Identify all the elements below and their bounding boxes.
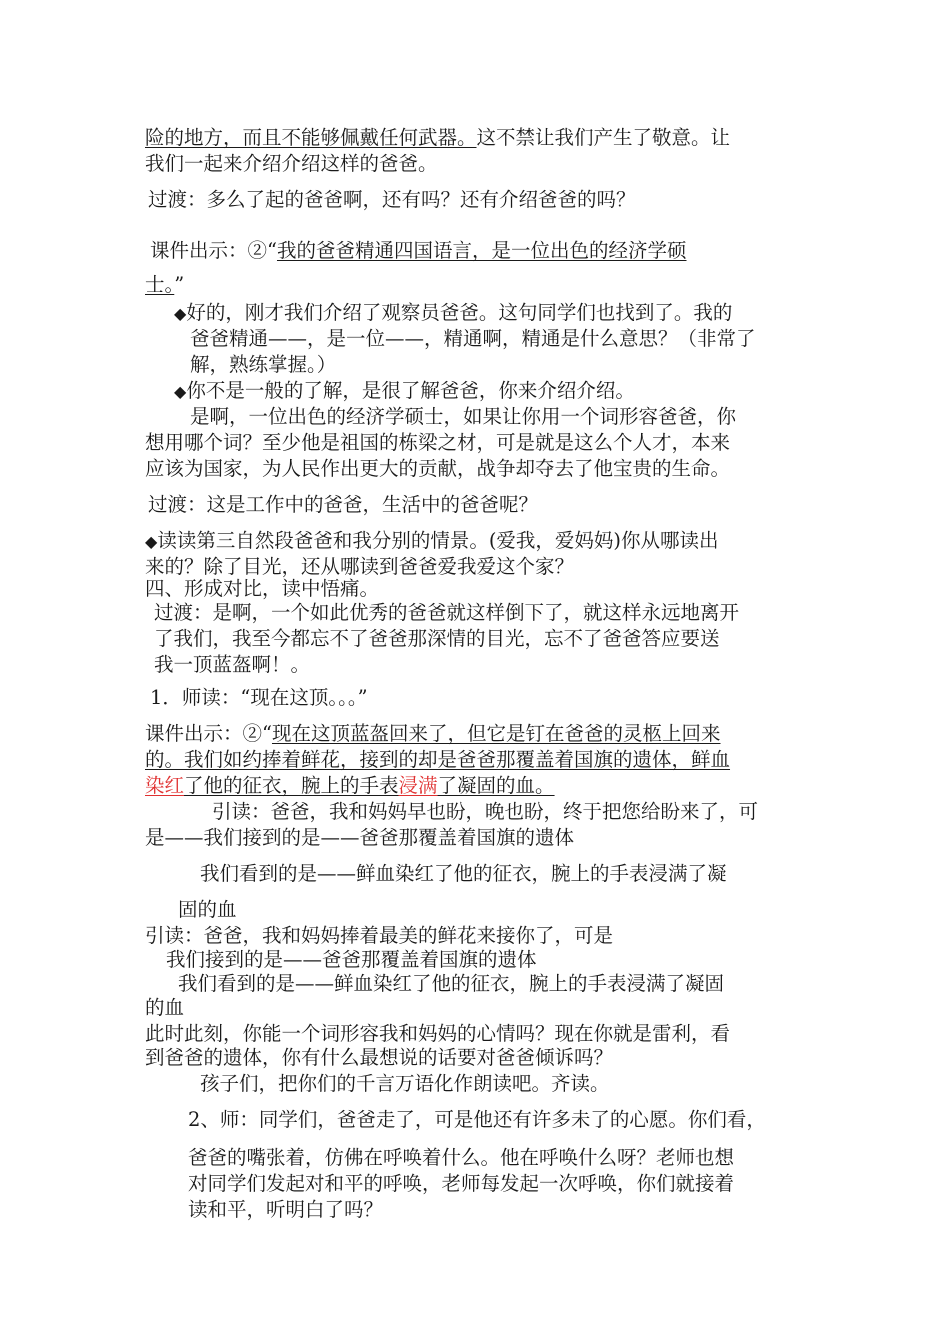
paragraph-line: 是啊，一位出色的经济学硕士，如果让你用一个词形容爸爸，你: [190, 405, 737, 428]
paragraph-line: 我们看到的是——鲜血染红了他的征衣，腕上的手表浸满了凝固: [178, 972, 725, 995]
highlighted-word: 浸满: [398, 774, 438, 797]
transition-text: 过渡：是啊，一个如此优秀的爸爸就这样倒下了，就这样永远地离开: [154, 601, 740, 624]
section-heading: 四、形成对比，读中悟痛。: [145, 577, 380, 600]
quoted-text: 士。: [145, 273, 175, 296]
diamond-bullet-icon: ◆: [174, 304, 187, 323]
diamond-bullet-icon: ◆: [174, 382, 187, 401]
paragraph-line: 应该为国家，为人民作出更大的贡献，战争却夺去了他宝贵的生命。: [145, 457, 731, 480]
paragraph-line: 的血: [145, 996, 185, 1019]
bullet-item: ◆你不是一般的了解，是很了解爸爸，你来介绍介绍。: [174, 379, 635, 402]
underlined-text: 险的地方，而且不能够佩戴任何武器。: [145, 126, 477, 149]
courseware-line: 课件出示：②“我的爸爸精通四国语言，是一位出色的经济学硕: [150, 239, 687, 262]
courseware-line: 士。”: [145, 273, 185, 296]
paragraph-line: 爸爸的嘴张着，仿佛在呼唤着什么。他在呼唤什么呀？老师也想: [188, 1146, 735, 1169]
paragraph-line: 此时此刻，你能一个词形容我和妈妈的心情吗？现在你就是雷利，看: [145, 1022, 731, 1045]
transition-text: 我一顶蓝盔啊！。: [154, 653, 311, 676]
quoted-text: 现在这顶蓝盔回来了，但它是钉在爸爸的灵柩上回来: [271, 722, 721, 745]
guide-reading: 引读：爸爸，我和妈妈早也盼，晚也盼，终于把您给盼来了，可: [212, 800, 759, 823]
guide-reading: 引读：爸爸，我和妈妈捧着最美的鲜花来接你了，可是: [145, 924, 614, 947]
transition-text: 了我们，我至今都忘不了爸爸那深情的目光，忘不了爸爸答应要送: [154, 627, 720, 650]
quoted-text: 的。我们如约捧着鲜花，接到的却是爸爸那覆盖着国旗的遗体，鲜血: [145, 748, 731, 771]
transition-text: 过渡：这是工作中的爸爸，生活中的爸爸呢？: [148, 493, 539, 516]
courseware-line: 课件出示：②“现在这顶蓝盔回来了，但它是钉在爸爸的灵柩上回来: [145, 722, 721, 745]
list-item: 1．师读：“现在这顶。。。”: [150, 686, 368, 709]
quoted-text: 我的爸爸精通四国语言，是一位出色的经济学硕: [276, 239, 687, 262]
bullet-line: 解，熟练掌握。）: [190, 353, 337, 376]
courseware-line: 染红了他的征衣，腕上的手表浸满了凝固的血。: [145, 774, 555, 797]
list-item: 2、师：同学们，爸爸走了，可是他还有许多未了的心愿。你们看，: [188, 1108, 766, 1131]
paragraph-line: 我们接到的是——爸爸那覆盖着国旗的遗体: [166, 948, 537, 971]
paragraph-line: 对同学们发起对和平的呼唤，老师每发起一次呼唤，你们就接着: [188, 1172, 735, 1195]
diamond-bullet-icon: ◆: [145, 532, 158, 551]
transition-text: 过渡：多么了起的爸爸啊，还有吗？还有介绍爸爸的吗？: [148, 188, 636, 211]
bullet-line: 来的？除了目光，还从哪读到爸爸爱我爱这个家？: [145, 555, 575, 578]
paragraph-line: 孩子们，把你们的千言万语化作朗读吧。齐读。: [200, 1072, 610, 1095]
paragraph-line: 固的血: [178, 898, 237, 921]
guide-reading: 是——我们接到的是——爸爸那覆盖着国旗的遗体: [145, 826, 575, 849]
paragraph-line: 读和平，听明白了吗？: [188, 1198, 384, 1221]
bullet-item: ◆读读第三自然段爸爸和我分别的情景。(爱我，爱妈妈)你从哪读出: [145, 529, 719, 552]
highlighted-word: 染红: [145, 774, 185, 797]
bullet-line: 爸爸精通——，是一位——，精通啊，精通是什么意思？（非常了: [190, 327, 756, 350]
courseware-line: [145, 747, 730, 773]
paragraph-line: 想用哪个词？至少他是祖国的栋梁之材，可是就是这么个人才，本来: [145, 431, 731, 454]
paragraph-line: 险的地方，而且不能够佩戴任何武器。这不禁让我们产生了敬意。让: [145, 126, 731, 149]
paragraph-line: 我们看到的是——鲜血染红了他的征衣，腕上的手表浸满了凝: [200, 862, 727, 885]
paragraph-line: 我们一起来介绍介绍这样的爸爸。: [145, 152, 438, 175]
bullet-item: ◆好的，刚才我们介绍了观察员爸爸。这句同学们也找到了。我的: [174, 301, 733, 324]
paragraph-line: 到爸爸的遗体，你有什么最想说的话要对爸爸倾诉吗？: [145, 1046, 614, 1069]
